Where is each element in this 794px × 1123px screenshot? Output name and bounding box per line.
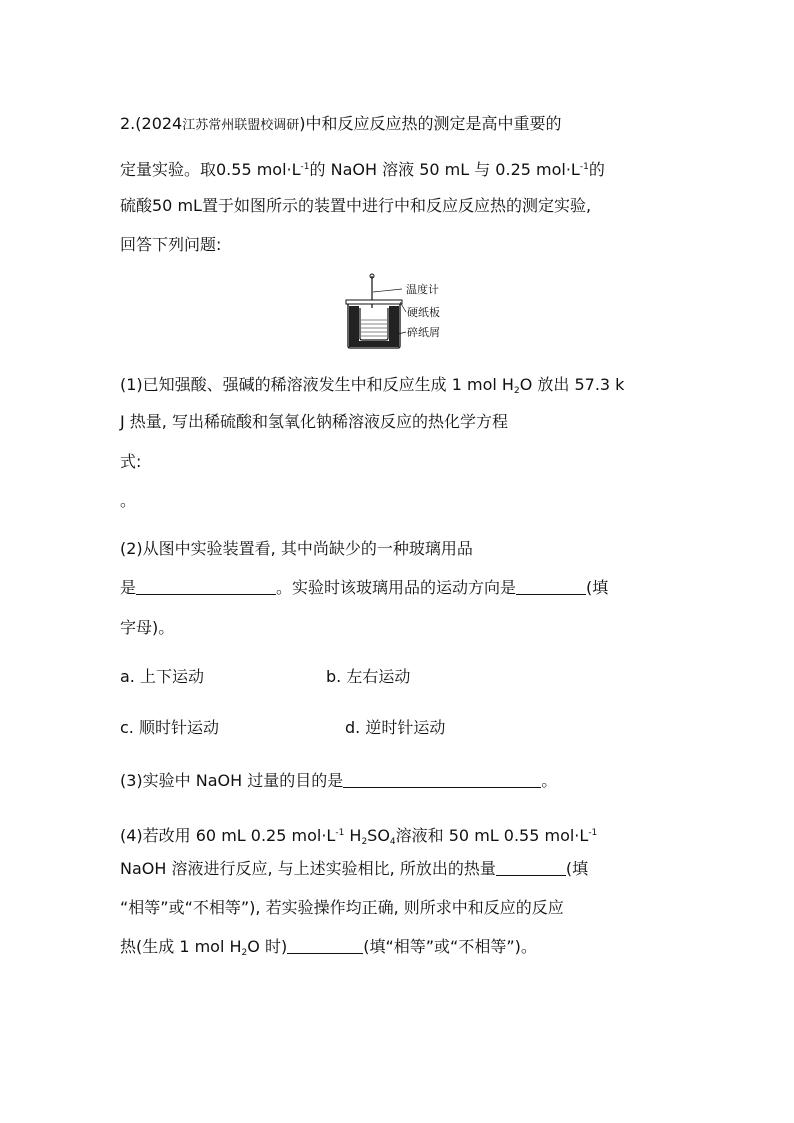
part2-line-3: 字母)。	[120, 618, 175, 637]
figure-label-paper-scraps: 碎纸屑	[407, 326, 440, 339]
subscript: 4	[389, 837, 396, 847]
subscript: 2	[361, 837, 368, 847]
part4-text: O 时)	[247, 937, 288, 956]
part4-line-3: “相等”或“不相等”), 若实验操作均正确, 则所求中和反应的反应	[120, 898, 564, 917]
part1-line-4: 。	[120, 491, 137, 510]
part4-text: (填	[565, 859, 589, 878]
part4-text: (4)若改用 60 mL 0.25 mol·L	[120, 826, 336, 845]
superscript: -1	[335, 828, 345, 838]
part4-line-2	[120, 859, 588, 879]
part1-text: (1)已知强酸、强碱的稀溶液发生中和反应生成 1 mol H	[120, 375, 514, 394]
part4-text: 热(生成 1 mol H	[120, 937, 242, 956]
question-stem-line-2	[120, 157, 605, 180]
part4-text: (填“相等”或“不相等”)。	[363, 937, 537, 956]
subscript: 2	[241, 948, 248, 958]
part4-line-1	[120, 823, 597, 852]
part4-text: H	[344, 826, 362, 845]
option-a: a. 上下运动	[120, 667, 204, 686]
part1-text: O 放出 57.3 k	[519, 375, 625, 394]
source-name: 江苏常州联盟校调研	[182, 118, 300, 133]
part4-line-4	[120, 937, 537, 963]
option-b: b. 左右运动	[326, 667, 411, 686]
part4-text: NaOH 溶液进行反应, 与上述实验相比, 所放出的热量	[120, 859, 496, 878]
figure-label-cardboard: 硬纸板	[407, 306, 440, 319]
part1-line-1	[120, 375, 624, 401]
part2-text: (填	[586, 578, 609, 597]
stem-text: 的 NaOH 溶液 50 mL 与 0.25 mol·L	[309, 160, 580, 179]
superscript: -1	[300, 162, 310, 172]
answer-blank-reaction-heat[interactable]	[287, 937, 363, 954]
stem-text: 的	[588, 160, 605, 179]
stem-text: 中和反应反应热的测定是高中重要的	[305, 114, 562, 133]
part2-text: 。实验时该玻璃用品的运动方向是	[276, 578, 517, 597]
source-close: )	[299, 114, 306, 133]
part4-text: SO	[367, 826, 390, 845]
superscript: -1	[588, 828, 598, 838]
part2-line-1: (2)从图中实验装置看, 其中尚缺少的一种玻璃用品	[120, 539, 473, 558]
option-d: d. 逆时针运动	[345, 718, 446, 737]
part3-text: (3)实验中 NaOH 过量的目的是	[120, 771, 344, 790]
answer-blank-naoh-purpose[interactable]	[343, 771, 541, 788]
part1-line-2: J 热量, 写出稀硫酸和氢氧化钠稀溶液反应的热化学方程	[120, 412, 508, 431]
question-stem-line-4: 回答下列问题:	[120, 235, 222, 254]
subscript: 2	[513, 386, 520, 396]
part2-text: 是	[120, 578, 137, 597]
part1-line-3: 式:	[120, 452, 142, 471]
answer-blank-heat-amount[interactable]	[496, 859, 566, 876]
part3-line-1	[120, 771, 557, 791]
source-year: (2024	[135, 114, 183, 133]
cardboard-lid	[346, 300, 402, 304]
answer-blank-direction[interactable]	[516, 578, 586, 595]
superscript: -1	[579, 162, 589, 172]
question-stem-line-1	[120, 114, 562, 136]
question-stem-line-3: 硫酸50 mL置于如图所示的装置中进行中和反应反应热的测定实验,	[120, 196, 592, 215]
calorimeter-figure	[340, 272, 460, 352]
part2-line-2	[120, 578, 608, 598]
answer-blank-glass-instrument[interactable]	[136, 578, 276, 595]
question-number: 2.	[120, 114, 136, 133]
option-c: c. 顺时针运动	[120, 718, 219, 737]
stem-text: 定量实验。取0.55 mol·L	[120, 160, 301, 179]
part3-text: 。	[541, 771, 558, 790]
figure-label-thermometer: 温度计	[406, 283, 439, 296]
part4-text: 溶液和 50 mL 0.55 mol·L	[395, 826, 589, 845]
